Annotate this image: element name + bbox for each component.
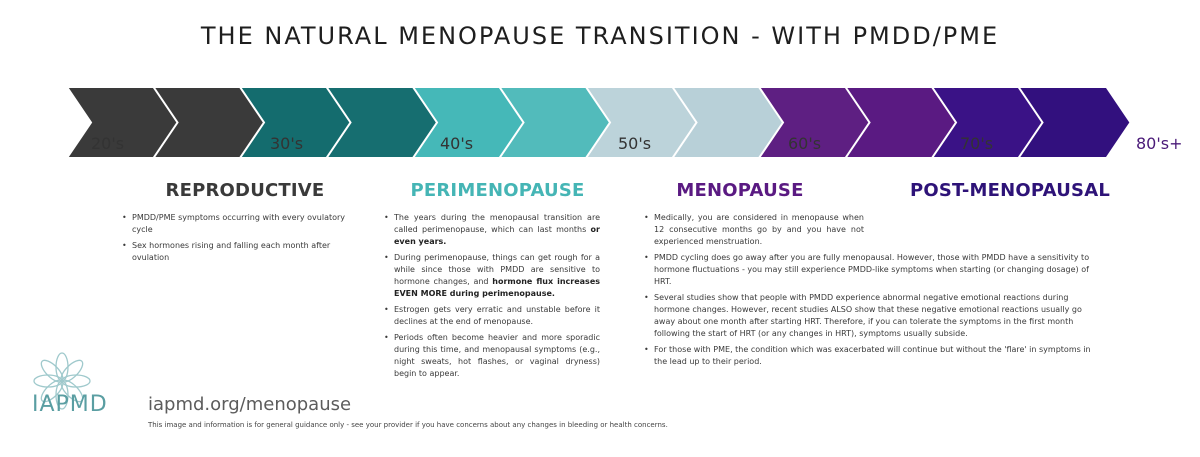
list-item: • The years during the menopausal transition are called perimenopause, which can last months or even years. [394, 212, 600, 248]
disclaimer-text: This image and information is for general guidance only - see your provider if you have concerns about any changes in bleeding or health concerns. [148, 421, 668, 429]
list-item: • PMDD cycling does go away after you are fully menopausal. However, those with PMDD have a sensitivity to hormone fluctuations - you may still experience PMDD-like symptoms when starting (or changing dosage) of HRT. [654, 252, 1100, 288]
menopause-details [640, 212, 1100, 372]
stage-label-menopause [620, 180, 860, 201]
list-item: • For those with PME, the condition which was exacerbated will continue but without the 'flare' in symptoms in the lead up to their period. [654, 344, 1100, 368]
website-url: iapmd.org/menopause [148, 394, 352, 415]
age-label: 40's [440, 134, 474, 153]
list-item: • Several studies show that people with PMDD experience abnormal negative emotional reactions during hormone changes. However, recent studies ALSO show that these negative emotional reactions usually go away about one month after starting HRT. Therefore, if you can tolerate the symptoms in the first month following the start of HRT (or any changes in HRT), symptoms usually subside. [654, 292, 1100, 340]
page-title: THE NATURAL MENOPAUSE TRANSITION - WITH PMDD/PME [200, 22, 1000, 50]
age-label: 60's [788, 134, 822, 153]
list-item: • During perimenopause, things can get rough for a while since those with PMDD are sensitive to hormone changes, and hormone flux increases EVEN MORE during perimenopause. [394, 252, 600, 300]
list-item: • Sex hormones rising and falling each month after ovulation [132, 240, 358, 264]
list-item: • Medically, you are considered in menopause when 12 consecutive months go by and you have not experienced menstruation. [654, 212, 864, 248]
perimenopause-details [380, 212, 600, 384]
stage-name: REPRODUCTIVE [165, 180, 325, 201]
list-item: • Periods often become heavier and more sporadic during this time, and menopausal symptoms (e.g., night sweats, hot flashes, or vaginal dryness) begin to appear. [394, 332, 600, 380]
stage-name: MENOPAUSE [676, 180, 804, 201]
stage-name: POST-MENOPAUSAL [909, 180, 1111, 201]
age-label: 70's [960, 134, 994, 153]
reproductive-details [118, 212, 358, 268]
stage-label-post-menopausal [880, 180, 1140, 201]
stage-label-reproductive [120, 180, 370, 201]
age-label: 30's [270, 134, 304, 153]
stage-label-perimenopause [370, 180, 625, 201]
list-item: • PMDD/PME symptoms occurring with every ovulatory cycle [132, 212, 358, 236]
stage-name: PERIMENOPAUSE [410, 180, 585, 201]
list-item: • Estrogen gets very erratic and unstable before it declines at the end of menopause. [394, 304, 600, 328]
age-label: 80's+ [1136, 134, 1183, 153]
age-label: 50's [618, 134, 652, 153]
age-label: 20's [91, 134, 125, 153]
logo-wordmark: IAPMD [32, 392, 108, 417]
